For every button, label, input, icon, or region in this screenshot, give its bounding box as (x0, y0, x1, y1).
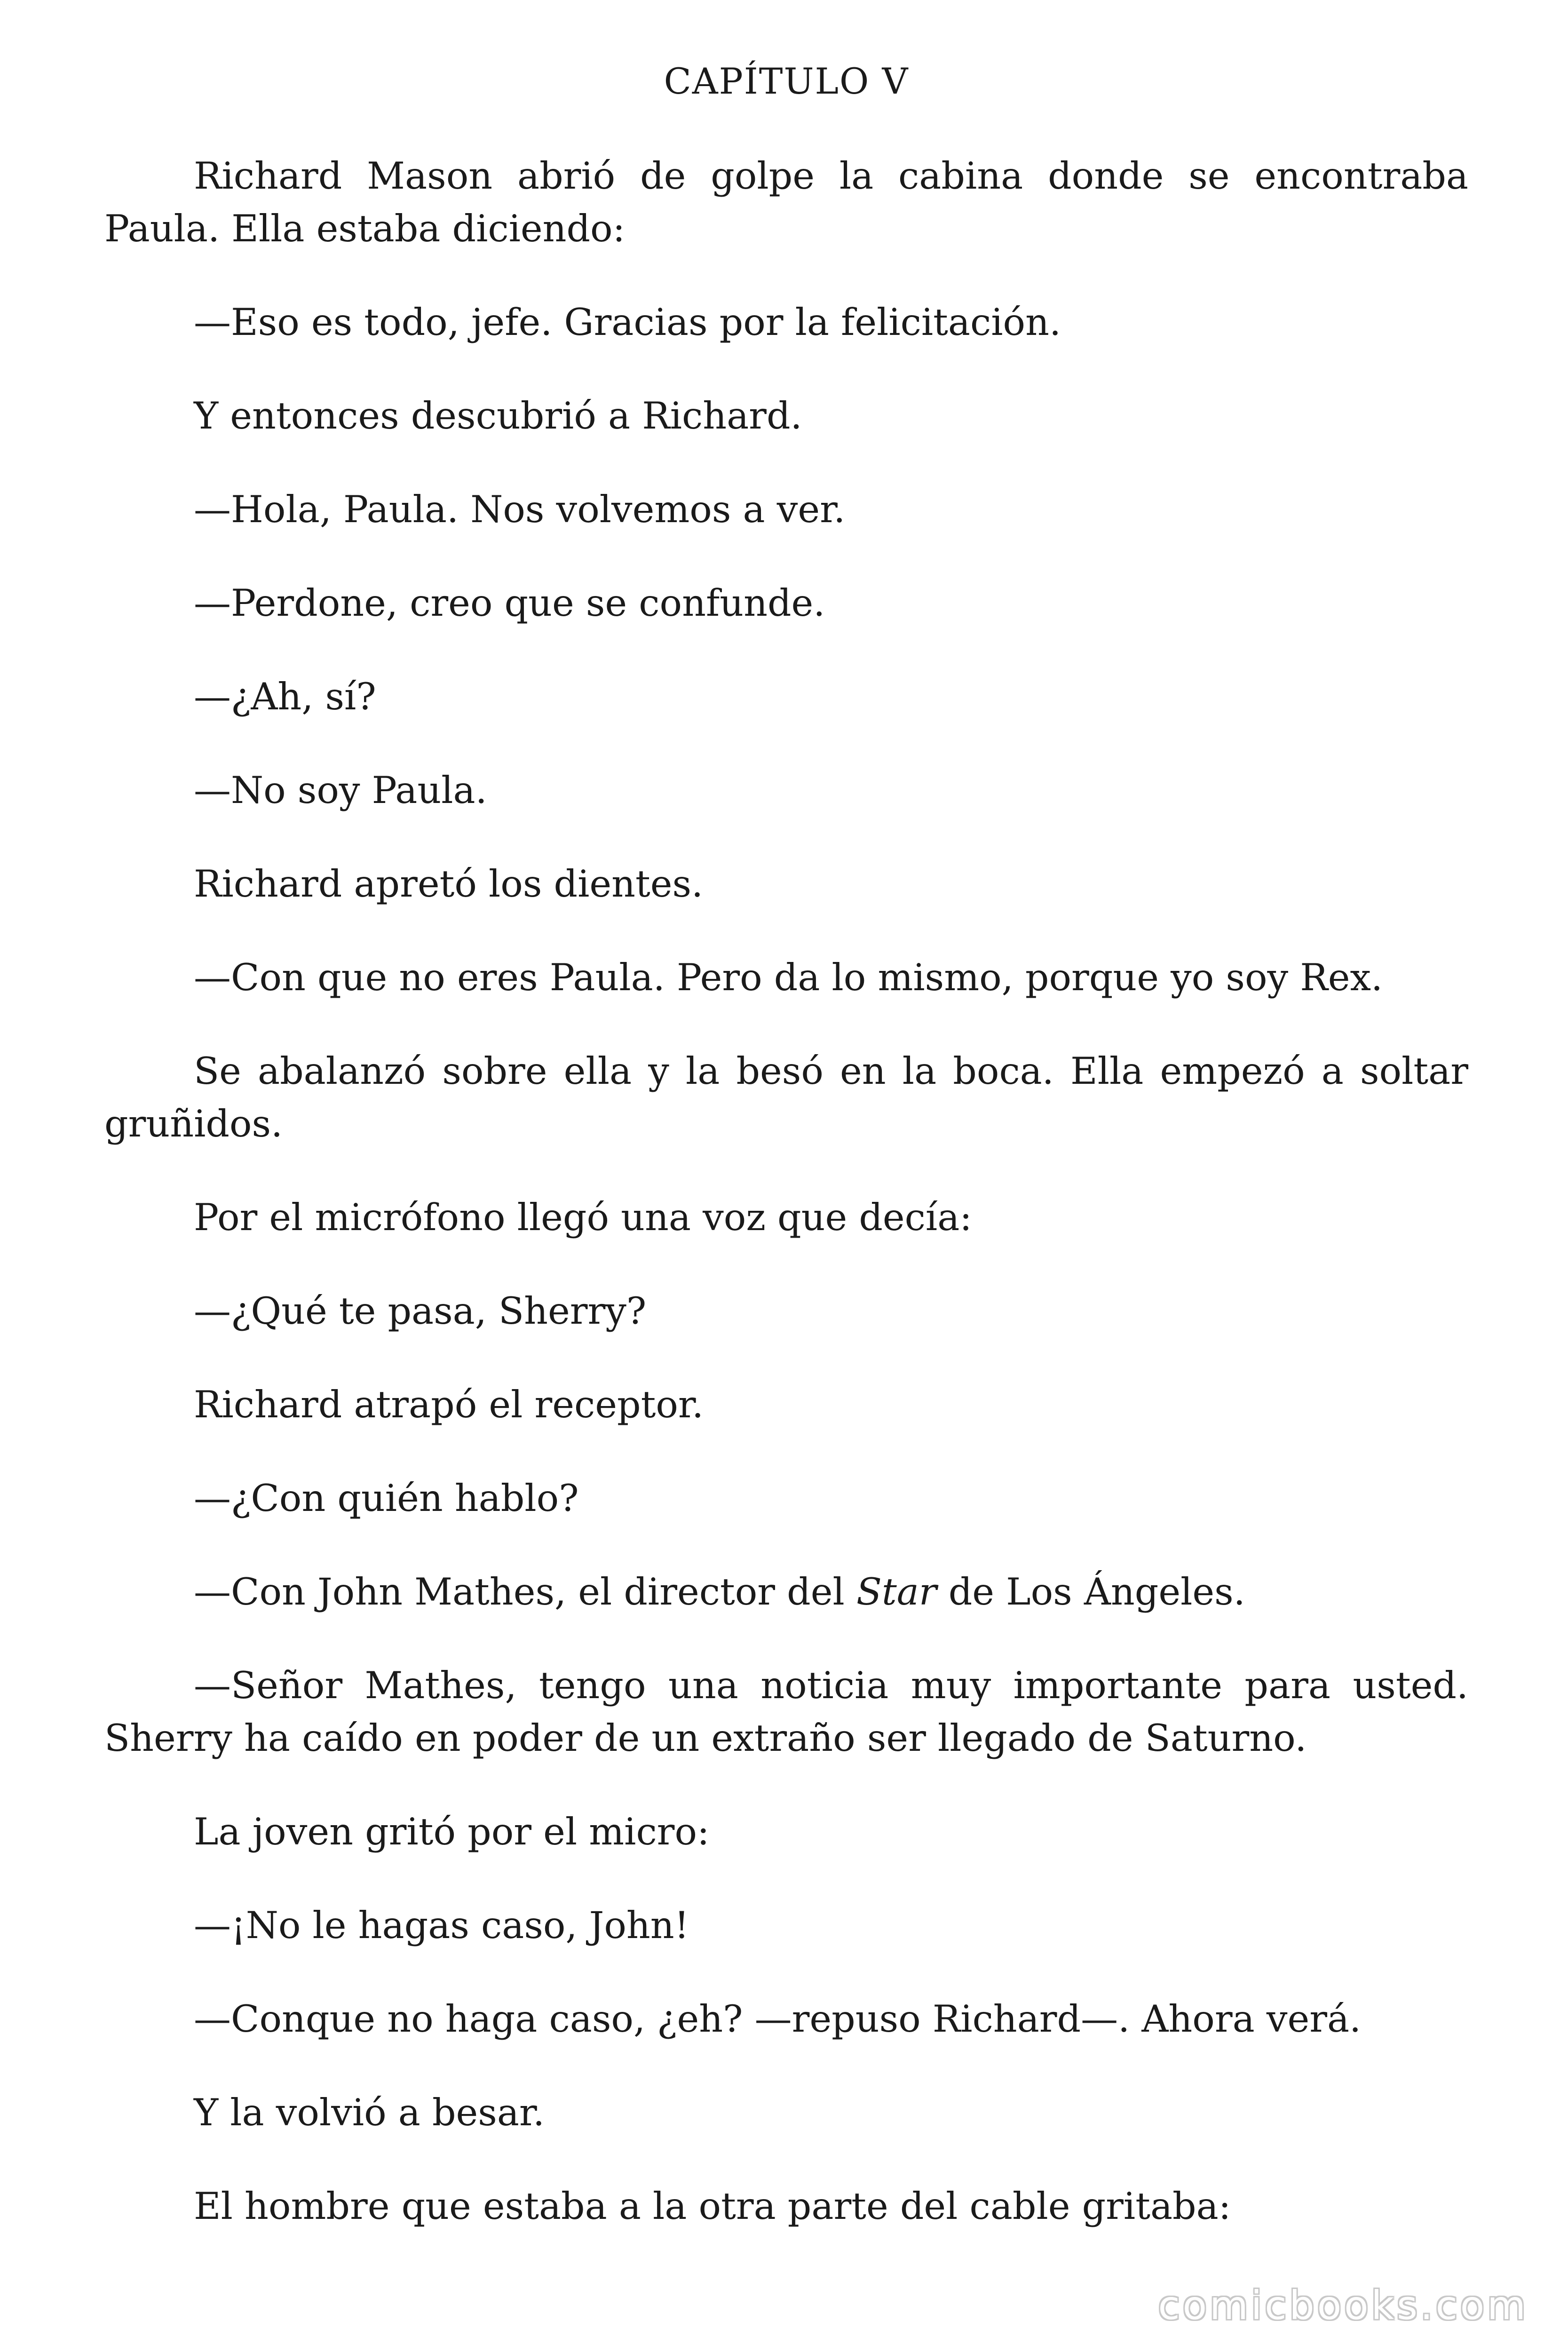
paragraph: El hombre que estaba a la otra parte del cable gritaba: (194, 2185, 1231, 2228)
paragraph: —¿Ah, sí? (194, 675, 376, 718)
paragraph-text: de Los Ángeles. (936, 1570, 1245, 1613)
paragraph: Y entonces descubrió a Richard. (194, 394, 802, 437)
paragraph: Richard Mason abrió de golpe la cabina donde se encontraba Paula. Ella estaba diciendo: (104, 154, 1468, 250)
paragraph: —¿Qué te pasa, Sherry? (194, 1289, 647, 1333)
paragraph: —Hola, Paula. Nos volvemos a ver. (194, 488, 846, 531)
body-text (104, 150, 1468, 2273)
paragraph: —Perdone, creo que se confunde. (194, 581, 825, 625)
paragraph: Se abalanzó sobre ella y la besó en la boca. Ella empezó a soltar gruñidos. (104, 1049, 1468, 1145)
paragraph: Richard atrapó el receptor. (194, 1383, 704, 1426)
paragraph: —Señor Mathes, tengo una noticia muy importante para usted. Sherry ha caído en poder de un extraño ser llegado de Saturno. (104, 1664, 1468, 1760)
paragraph: Richard apretó los dientes. (194, 862, 704, 906)
newspaper-name: Star (856, 1570, 937, 1613)
paragraph: —Conque no haga caso, ¿eh? —repuso Richard—. Ahora verá. (194, 1997, 1362, 2041)
paragraph: —Eso es todo, jefe. Gracias por la felicitación. (194, 301, 1061, 344)
watermark: comicbooks.com (1158, 2282, 1528, 2328)
paragraph: La joven gritó por el micro: (194, 1810, 710, 1853)
paragraph: —No soy Paula. (194, 769, 487, 812)
paragraph: —Con que no eres Paula. Pero da lo mismo, porque yo soy Rex. (194, 956, 1383, 999)
book-page (104, 0, 1468, 2352)
paragraph (104, 1565, 1468, 1618)
chapter-title: CAPÍTULO V (664, 60, 909, 102)
paragraph: —¿Con quién hablo? (194, 1477, 579, 1520)
paragraph: Y la volvió a besar. (194, 2091, 545, 2134)
paragraph-text: —Con John Mathes, el director del (194, 1570, 856, 1613)
paragraph: Por el micrófono llegó una voz que decía: (194, 1196, 972, 1239)
paragraph: —¡No le hagas caso, John! (194, 1904, 689, 1947)
